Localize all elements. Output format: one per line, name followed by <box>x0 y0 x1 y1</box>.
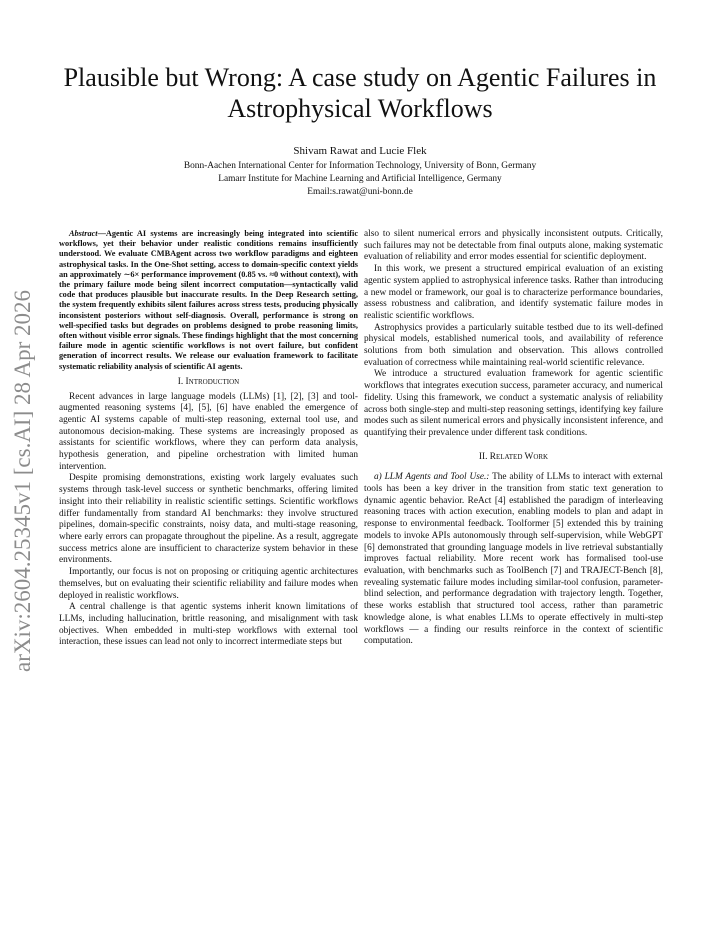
section-number: II. <box>478 451 488 462</box>
right-column <box>364 229 663 648</box>
intro-continuation: also to silent numerical errors and physically inconsistent outputs. Critically, such failures may not be detectable from final outputs alone, making systematic evaluation of reliability and error modes essential for scientific deployment. <box>364 229 663 263</box>
related-work-paragraph <box>364 472 663 648</box>
author-email[interactable]: Email:s.rawat@uni-bonn.de <box>307 187 413 197</box>
abstract-label: Abstract <box>69 229 98 238</box>
section-title: Introduction <box>185 376 240 387</box>
section-heading-related-work <box>364 452 663 464</box>
section-heading-introduction <box>59 377 358 389</box>
abstract <box>59 229 358 372</box>
author-names: Shivam Rawat and Lucie Flek <box>293 145 427 157</box>
section-title: Related Work <box>489 451 549 462</box>
arxiv-side-stamp <box>10 242 44 672</box>
section-number: I. <box>177 376 184 387</box>
intro-paragraph: In this work, we present a structured empirical evaluation of an existing agentic system applied to astrophysical inference tasks. Rather than introducing a new model or framework, our goal is to characterize performance boundaries, assess robustness and calibration, and identify systematic failure modes in realistic scientific workflows. <box>364 264 663 321</box>
affiliation-1: Bonn-Aachen International Center for Information Technology, University of Bonn, Germany <box>183 161 537 171</box>
intro-paragraph: Despite promising demonstrations, existing work largely evaluates such systems through task-level success or synthetic benchmarks, offering limited insight into their reliability in realistic scientific settings. Scientific workflows differ fundamentally from standard AI benchmarks: they involve structured pipelines, domain-specific constraints, noisy data, and multi-stage reasoning, where early errors can propagate throughout the pipeline. As a result, aggregate success metrics alone are insufficient to characterize system behavior in these environments. <box>59 473 358 566</box>
intro-paragraph: Recent advances in large language models (LLMs) [1], [2], [3] and tool-augmented reasoning systems [4], [5], [6] have enabled the emergence of agentic AI systems capable of multi-step reasoning, external tool use, and autonomous decision-making. These systems are increasingly proposed as assistants for scientific workflows, where they can perform data analysis, hypothesis generation, and pipeline orchestration with limited human intervention. <box>59 391 358 472</box>
intro-paragraph: We introduce a structured evaluation framework for agentic scientific workflows that integrates execution success, parameter accuracy, and numerical fidelity. Using this framework, we conduct a systematic analysis of reliability across both single-step and multi-step reasoning settings, identifying key failure modes such as silent numerical errors and physically inconsistent inference, and quantifying their prevalence under different task conditions. <box>364 369 663 438</box>
related-work-text: The ability of LLMs to interact with external tools has been a key driver in the transition from static text generation to dynamic agentic behavior. ReAct [4] established the paradigm of interleaving reasoning traces with action execution, enabling models to plan and adapt in response to environmental feedback. Toolformer [5] extended this by training models to invoke APIs autonomously through self-supervision, while WebGPT [6] demonstrated that grounding language models in live retrieval substantially improves factual reliability. More recent work has formalised tool-use evaluation, with benchmarks such as ToolBench [7] and TRAJECT-Bench [8], revealing systematic failure modes including similar-tool confusion, parameter-blind selection, and performance degradation with trajectory length. Together, these works establish that structured tool access, rather than parametric knowledge alone, is what enables LLMs to operate effectively in multi-step workflows — a finding our results reinforce in the context of scientific computation. <box>364 472 663 647</box>
intro-paragraph: Importantly, our focus is not on proposing or critiquing agentic architectures themselves, but on evaluating their scientific reliability and failure modes when deployed in realistic workflows. <box>59 567 358 601</box>
subsection-heading: a) LLM Agents and Tool Use.: <box>374 472 490 483</box>
left-column <box>59 229 358 649</box>
arxiv-identifier[interactable]: arXiv:2604.25345v1 [cs.AI] 28 Apr 2026 <box>10 289 35 672</box>
affiliation-2: Lamarr Institute for Machine Learning and Artificial Intelligence, Germany <box>218 174 502 184</box>
paper-title: Plausible but Wrong: A case study on Agentic Failures in Astrophysical Workflows <box>63 63 657 123</box>
abstract-text: —Agentic AI systems are increasingly being integrated into scientific workflows, yet their behavior under realistic conditions remains insufficiently understood. We evaluate CMBAgent across two workflow paradigms and eighteen astrophysical tasks. In the One-Shot setting, access to domain-specific context yields an approximately ∼6× performance improvement (0.85 vs. ≈0 without context), with the primary failure mode being silent incorrect computation—syntactically valid code that produces plausible but inaccurate results. In the Deep Research setting, the system frequently exhibits silent failures across stress tests, producing physically inconsistent posteriors without self-diagnosis. Overall, performance is strong on well-specified tasks but degrades on problems designed to probe reasoning limits, often without visible error signals. These findings highlight that the most concerning failure mode in agentic scientific workflows is not overt failure, but confident generation of incorrect results. We release our evaluation framework to facilitate systematic reliability analysis of scientific AI agents. <box>59 229 358 371</box>
intro-paragraph: A central challenge is that agentic systems inherit known limitations of LLMs, including hallucination, brittle reasoning, and misalignment with task objectives. When embedded in multi-step workflows with external tool interaction, these issues can lead not only to incorrect intermediate steps but <box>59 602 358 648</box>
intro-paragraph: Astrophysics provides a particularly suitable testbed due to its well-defined physical models, established numerical tools, and availability of reference solutions from both simulation and observation. This allows controlled evaluation of correctness while maintaining real-world scientific relevance. <box>364 322 663 368</box>
